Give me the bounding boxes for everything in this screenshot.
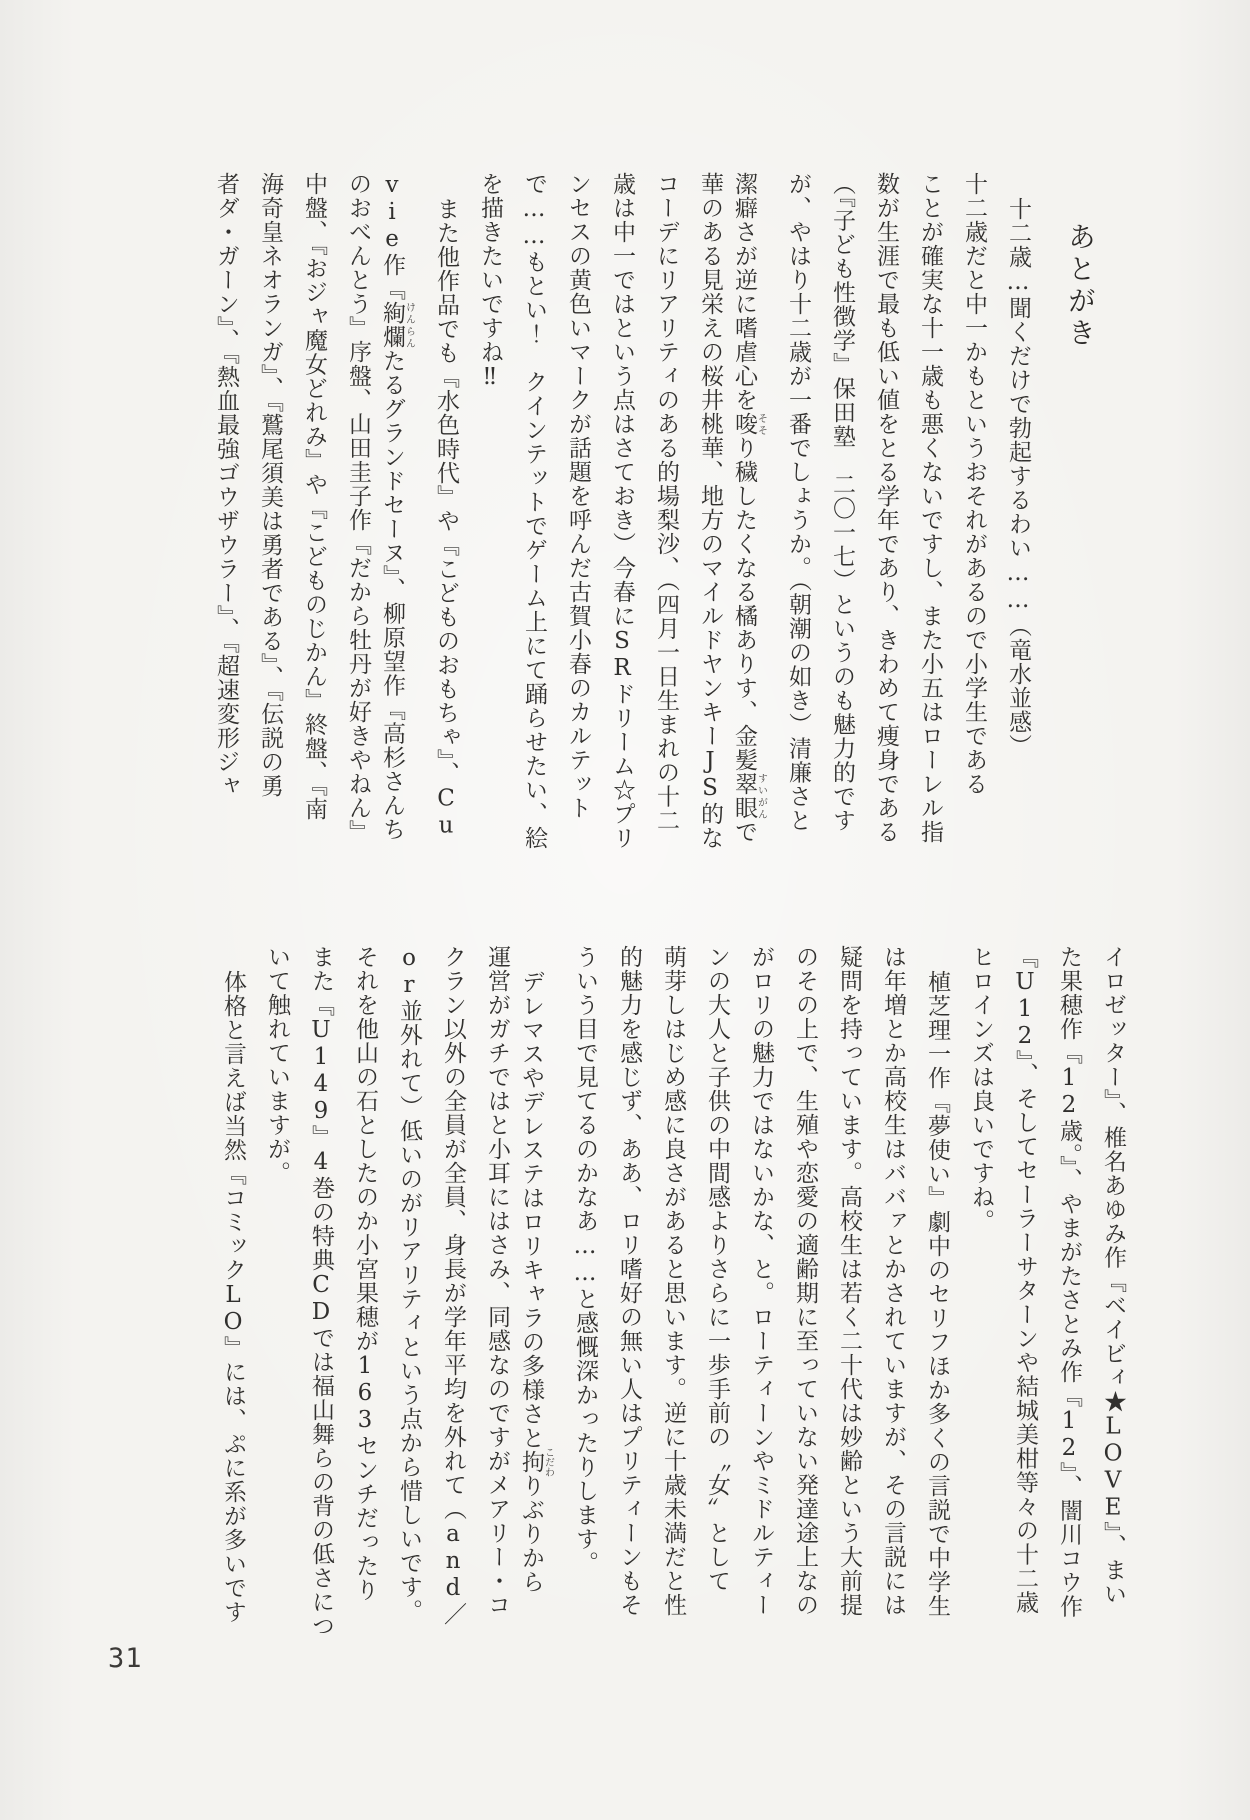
afterword-upper-block xyxy=(194,172,1030,897)
text-column: 疑問を持っています。高校生は若く二十代は妙齢という大前提 xyxy=(836,945,862,1617)
text-column: 十二歳だと中一かもというおそれがあるので小学生である xyxy=(961,172,987,796)
text-column: ことが確実な十一歳も悪くないですし、また小五はローレル指 xyxy=(917,172,943,844)
text-column: また『U149』4巻の特典CDでは福山舞らの背の低さにつ xyxy=(308,945,334,1638)
text-column: ンの大人と子供の中間感よりさらに一歩手前の〝女〟として xyxy=(704,945,730,1593)
text-column: のその上で、生殖や恋愛の適齢期に至っていない発達途上なの xyxy=(792,945,818,1617)
text-column: 数が生涯で最も低い値をとる学年であり、きわめて痩身である xyxy=(873,172,899,844)
text-column: で……もとい！ クインテットでゲーム上にて踊らせたい、絵 xyxy=(521,172,547,850)
text-column: 中盤、『おジャ魔女どれみ』や『こどものじかん』終盤、『南 xyxy=(301,172,327,821)
page-title: あとがき xyxy=(1064,222,1097,350)
text-column: vie作『絢爛けんらんたるグランドセーヌ』、柳原望作『高杉さんち xyxy=(379,172,415,842)
text-column: 萌芽しはじめ感に良さがあると思います。逆に十歳未満だと性 xyxy=(660,945,686,1617)
text-column: ういう目で見てるのかなあ……と感慨深かったりします。 xyxy=(572,945,598,1575)
text-column: 十二歳…聞くだけで勃起するわい……（竜水並感） xyxy=(1005,197,1031,758)
text-column: た果穂作『12歳。』、やまがたさとみ作『12』、闇川コウ作 xyxy=(1056,945,1082,1619)
text-column: のおべんとう』序盤、山田圭子作『だから牡丹が好きやねん』 xyxy=(345,172,371,844)
text-column: 潔癖さが逆に嗜虐心を唆そそり穢したくなる橘ありす、金髪翠眼すいがんで xyxy=(731,172,767,844)
text-column: イロゼッター』、椎名あゆみ作『ベイビィ★LOVE』、まい xyxy=(1100,945,1126,1606)
text-column: 的魅力を感じず、ああ、ロリ嗜好の無い人はプリティーンもそ xyxy=(616,945,642,1617)
text-column: がロリの魅力ではないかな、と。ローティーンやミドルティー xyxy=(748,945,774,1617)
afterword-lower-block xyxy=(201,945,1125,1670)
text-column: 華のある見栄えの桜井桃華、地方のマイルドヤンキーJS的な xyxy=(697,172,723,850)
text-column: 運営がガチではと小耳にはさみ、同感なのですがメアリー・コ xyxy=(484,945,510,1617)
text-column: 体格と言えば当然『コミックLO』には、ぷに系が多いです xyxy=(220,970,246,1624)
text-column: が、やはり十二歳が一番でしょうか。（朝潮の如き）清廉さと xyxy=(785,172,811,833)
ruby-annotated-text: 翠眼すいがん xyxy=(731,772,767,820)
ruby-annotated-text: 拘こだわ xyxy=(518,1447,554,1477)
text-column: デレマスやデレステはロリキャラの多様さと拘こだわりぶりから xyxy=(518,970,554,1594)
page-number: 31 xyxy=(108,1643,143,1674)
text-column: or並外れて）低いのがリアリティという点から惜しいです。 xyxy=(396,945,422,1623)
text-column: 海奇皇ネオランガ』、『鷲尾須美は勇者である』、『伝説の勇 xyxy=(257,172,283,798)
text-column: 歳は中一ではという点はさておき）今春にSRドリーム☆プリ xyxy=(609,172,635,850)
text-column: を描きたいですね‼ xyxy=(477,172,503,391)
text-column: 植芝理一作『夢使い』劇中のセリフほか多くの言説で中学生 xyxy=(924,970,950,1618)
text-column: ンセスの黄色いマークが話題を呼んだ古賀小春のカルテット xyxy=(565,172,591,820)
text-column: 者ダ・ガーン』、『熱血最強ゴウザウラー』、『超速変形ジャ xyxy=(213,172,239,798)
text-column: また他作品でも『水色時代』や『こどものおもちゃ』、Cu xyxy=(433,197,459,840)
text-column: いて触れていますが。 xyxy=(264,945,290,1185)
text-column: クラン以外の全員が全員、身長が学年平均を外れて（and／ xyxy=(440,945,466,1626)
text-column: コーデにリアリティのある的場梨沙、（四月一日生まれの十二 xyxy=(653,172,679,833)
ruby-annotated-text: 絢爛けんらん xyxy=(379,301,415,349)
text-column: ヒロインズは良いですね。 xyxy=(968,945,994,1233)
text-column: は年増とか高校生はババァとかされていますが、その言説には xyxy=(880,945,906,1617)
text-column: それを他山の石としたのか小宮果穂が163センチだったり xyxy=(352,945,378,1602)
text-column: （『子ども性徴学』保田塾 二〇一七）というのも魅力的です xyxy=(829,172,855,833)
text-column: 『U12』、そしてセーラーサターンや結城美柑等々の十二歳 xyxy=(1012,945,1038,1615)
ruby-annotated-text: 唆そそ xyxy=(731,412,767,436)
